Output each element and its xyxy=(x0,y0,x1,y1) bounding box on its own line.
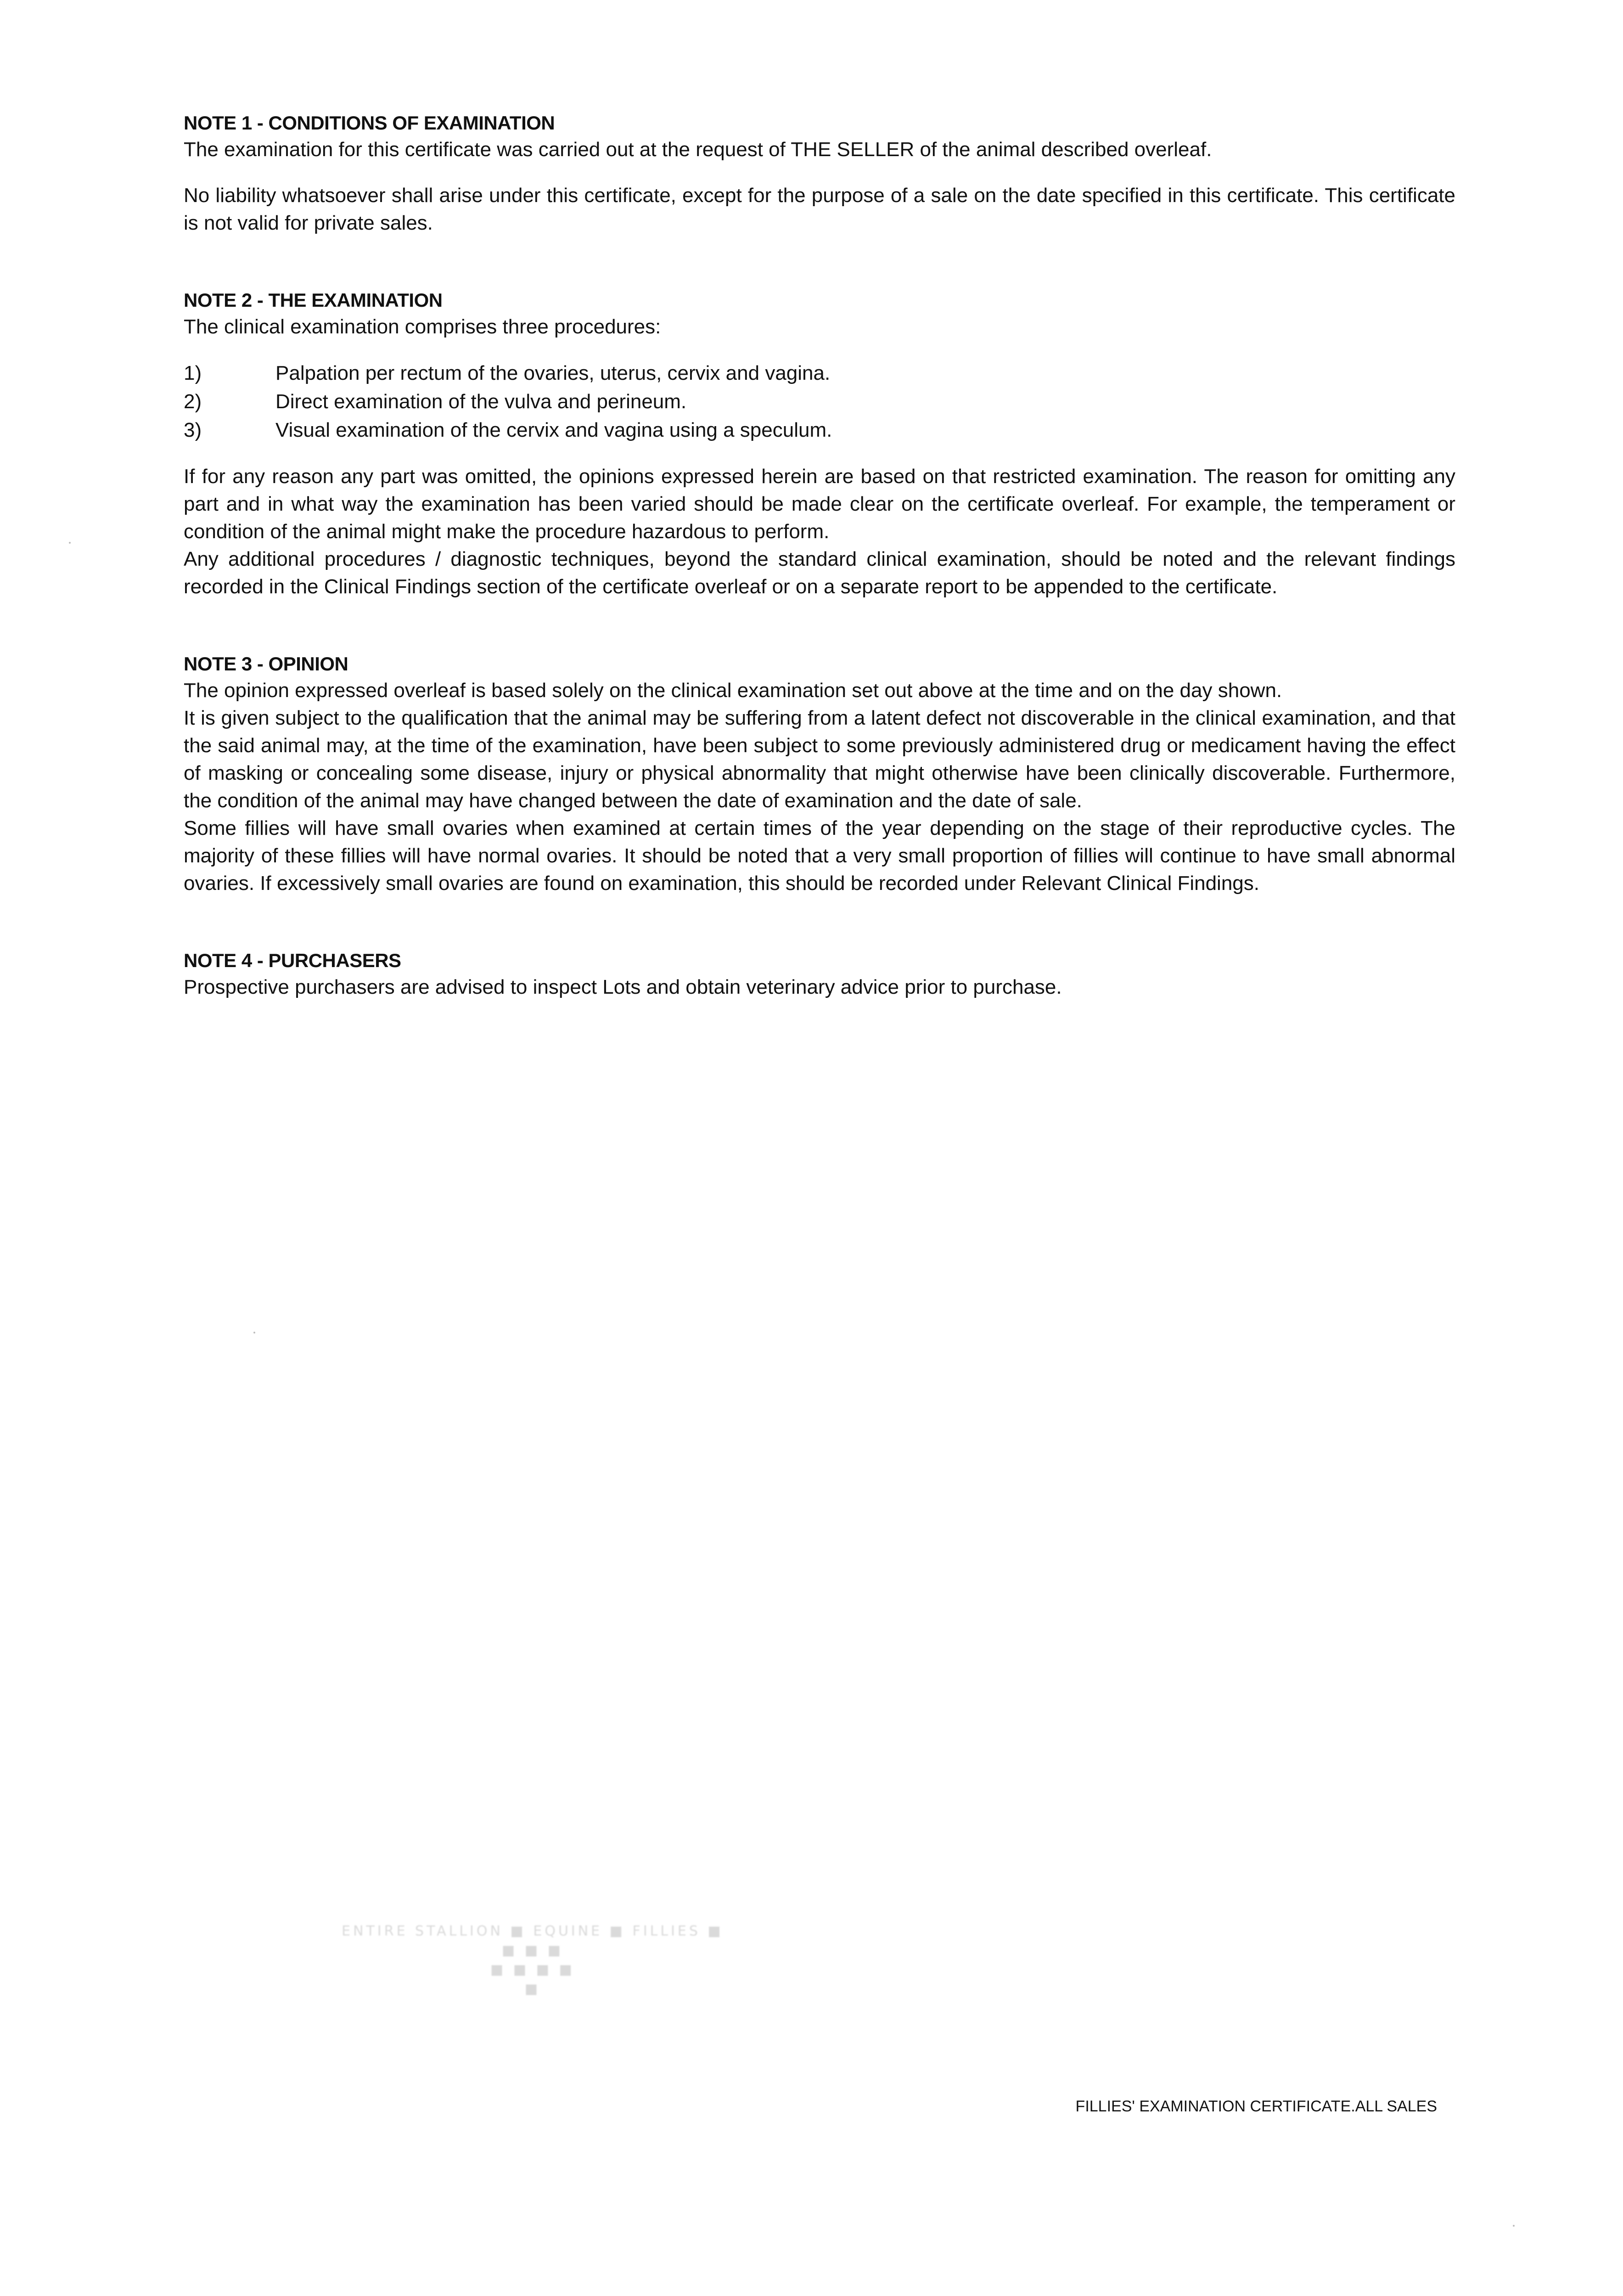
procedure-text: Visual examination of the cervix and vagina using a speculum. xyxy=(275,419,832,441)
procedure-number: 2) xyxy=(184,390,202,413)
note-4-section xyxy=(184,948,1455,1001)
faded-stamp xyxy=(257,1922,808,1999)
stamp-line: ■ xyxy=(524,1981,541,1997)
note-3-paragraph-3: Some fillies will have small ovaries when examined at certain times of the year depending on the stage of their reproductive cycles. The majority of these fillies will have normal ovaries. It should be noted that a very small proportion of fillies will continue to have small abnormal ovaries. If excessively small ovaries are found on examination, this should be recorded under Relevant Clinical Findings. xyxy=(184,817,1455,895)
note-3-paragraph-2: It is given subject to the qualification that the animal may be suffering from a latent defect not discoverable in the clinical examination, and that the said animal may, at the time of the examination, have been subject to some previously administered drug or medicament having the effect of masking or concealing some disease, injury or physical abnormality that might otherwise have been clinically discoverable. Furthermore, the condition of the animal may have changed between the date of examination and the date of sale. xyxy=(184,707,1455,812)
procedure-text: Direct examination of the vulva and perineum. xyxy=(275,390,687,413)
note-2-paragraph-2: Any additional procedures / diagnostic techniques, beyond the standard clinical examination, should be noted and the relevant findings recorded in the Clinical Findings section of the certificate overleaf or on a separate report to be appended to the certificate. xyxy=(184,548,1455,598)
note-4-title: NOTE 4 - PURCHASERS xyxy=(184,950,401,971)
note-1-section xyxy=(184,110,1455,237)
scan-speck xyxy=(1513,2225,1515,2227)
procedure-item xyxy=(184,388,1455,416)
procedure-item xyxy=(184,359,1455,388)
procedure-item xyxy=(184,416,1455,445)
procedure-number: 1) xyxy=(184,362,202,384)
notes-content xyxy=(184,110,1455,1001)
note-2-title: NOTE 2 - THE EXAMINATION xyxy=(184,289,443,311)
note-3-section xyxy=(184,651,1455,897)
note-1-paragraph-2: No liability whatsoever shall arise under this certificate, except for the purpose of a sale on the date specified in this certificate. This certificate is not valid for private sales. xyxy=(184,184,1455,234)
note-2-section xyxy=(184,287,1455,601)
note-1-paragraph-1: The examination for this certificate was carried out at the request of THE SELLER of the animal described overleaf. xyxy=(184,138,1212,161)
stamp-line: ■ ■ ■ ■ xyxy=(490,1962,575,1978)
note-2-intro: The clinical examination comprises three procedures: xyxy=(184,315,661,338)
note-3-title: NOTE 3 - OPINION xyxy=(184,653,348,675)
note-4-paragraph-1: Prospective purchasers are advised to inspect Lots and obtain veterinary advice prior to purchase. xyxy=(184,976,1062,998)
scan-speck xyxy=(69,542,71,544)
procedure-text: Palpation per rectum of the ovaries, uterus, cervix and vagina. xyxy=(275,362,831,384)
note-1-title: NOTE 1 - CONDITIONS OF EXAMINATION xyxy=(184,112,555,134)
stamp-line: ■ ■ ■ xyxy=(501,1942,564,1958)
scan-speck xyxy=(253,1332,255,1334)
procedure-number: 3) xyxy=(184,419,202,441)
note-3-paragraph-1: The opinion expressed overleaf is based solely on the clinical examination set out above at the time and on the day shown. xyxy=(184,679,1282,702)
note-2-paragraph-1: If for any reason any part was omitted, the opinions expressed herein are based on that restricted examination. The reason for omitting any part and in what way the examination has been varied should be made clear on the certificate overleaf. For example, the temperament or condition of the animal might make the procedure hazardous to perform. xyxy=(184,465,1455,543)
footer-label: FILLIES' EXAMINATION CERTIFICATE.ALL SALES xyxy=(1075,2098,1437,2115)
stamp-line: ENTIRE STALLION ■ EQUINE ■ FILLIES ■ xyxy=(342,1923,724,1939)
procedure-list xyxy=(184,359,1455,445)
